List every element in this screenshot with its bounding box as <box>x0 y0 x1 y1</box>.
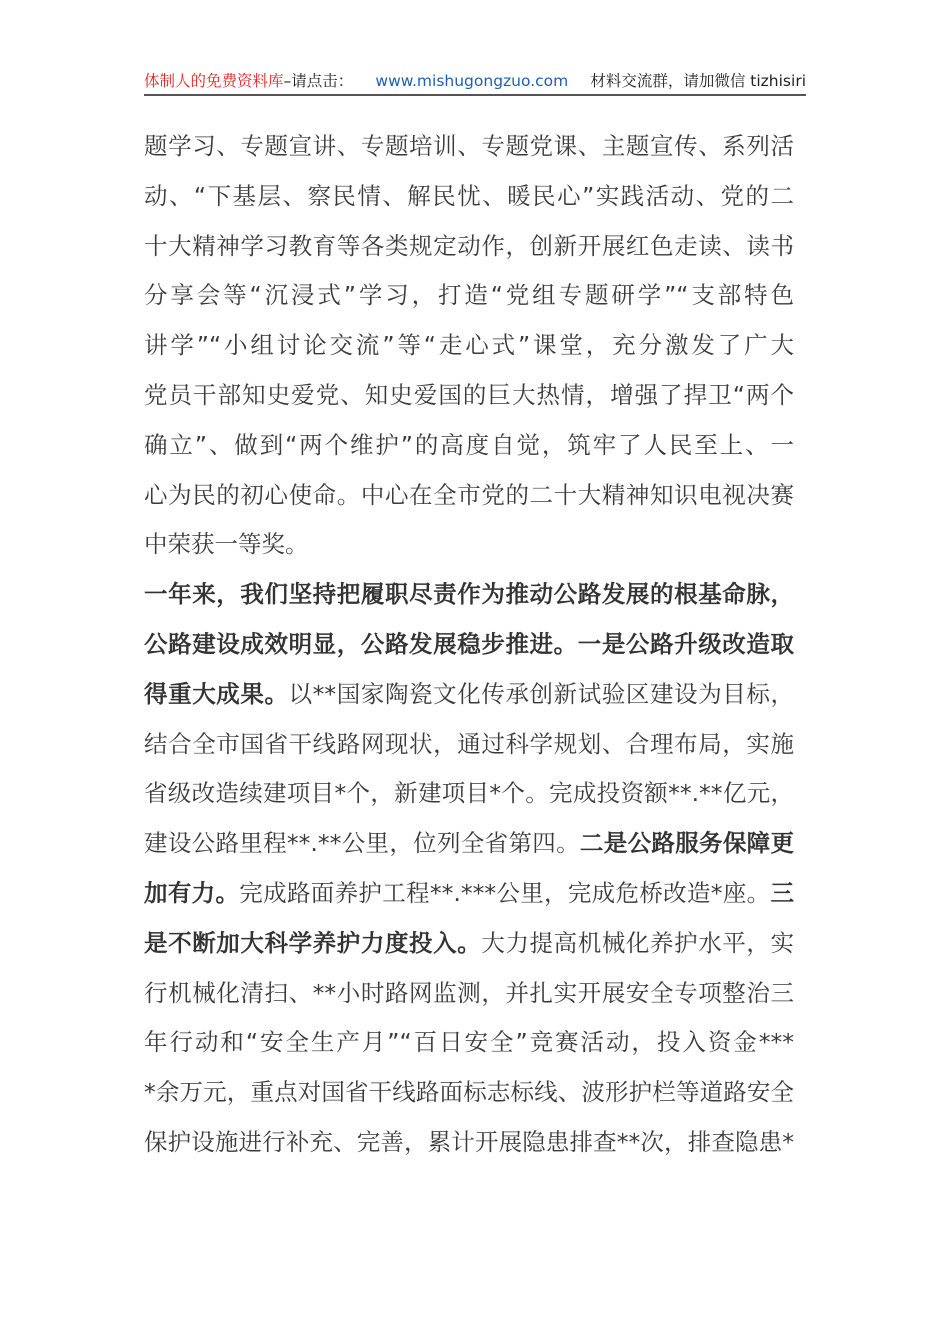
bold-text: 三 <box>770 878 794 907</box>
body-text-segment: 中荣获一等奖。 <box>144 530 309 559</box>
text-line <box>144 769 794 819</box>
body-text-segment: 题学习、专题宣讲、专题培训、专题党课、主题宣传、系列活 <box>144 132 794 160</box>
body-text-segment: 分享会等“沉浸式”学习，打造“党组专题研学”“支部特色 <box>144 281 794 310</box>
text-line <box>144 919 794 969</box>
bold-text: 一年来，我们坚持把履职尽责作为推动公路发展的根基命脉， <box>144 580 794 609</box>
body-text-segment: 以**国家陶瓷文化传承创新试验区建设为目标， <box>288 679 795 708</box>
body-text-segment: 保护设施进行补充、完善，累计开展隐患排查**次，排查隐患* <box>144 1127 794 1156</box>
body-text-segment: 党员干部知史爱党、知史爱国的巨大热情，增强了捍卫“两个 <box>144 380 794 409</box>
text-line <box>144 471 794 521</box>
body-text-segment: *余万元，重点对国省干线路面标志标线、波形护栏等道路安全 <box>144 1078 794 1107</box>
body-text-segment: 年行动和“安全生产月”“百日安全”竞赛活动，投入资金*** <box>144 1028 794 1057</box>
body-text-segment: 动、“下基层、察民情、解民忧、暖民心”实践活动、党的二 <box>144 181 794 210</box>
text-line <box>144 222 794 272</box>
body-text-segment: 十大精神学习教育等各类规定动作，创新开展红色走读、读书 <box>144 231 794 260</box>
bold-text: 加有力。 <box>144 878 240 907</box>
text-line <box>144 670 794 720</box>
text-line <box>144 869 794 919</box>
body-text-segment: 结合全市国省干线路网现状，通过科学规划、合理布局，实施 <box>144 729 794 758</box>
text-line <box>144 122 794 172</box>
text-line <box>144 1068 794 1118</box>
header-contact: 材料交流群，请加微信 tizhisiri <box>590 72 806 90</box>
bold-text: 是不断加大科学养护力度投入。 <box>144 928 482 957</box>
bold-text: 得重大成果。 <box>144 679 289 708</box>
text-line <box>144 1018 794 1068</box>
bold-text: 二是公路服务保障更 <box>579 829 794 858</box>
body-text-segment: 心为民的初心使命。中心在全市党的二十大精神知识电视决赛 <box>144 480 794 509</box>
body-text-segment: 大力提高机械化养护水平，实 <box>481 928 795 957</box>
text-line <box>144 371 794 421</box>
text-line <box>144 520 794 570</box>
text-line <box>144 570 794 620</box>
body-text-segment: 建设公路里程**.**公里，位列全省第四。 <box>144 829 580 858</box>
header-left <box>144 68 353 94</box>
text-line <box>144 620 794 670</box>
text-line <box>144 421 794 471</box>
text-line <box>144 271 794 321</box>
text-line <box>144 720 794 770</box>
page-header <box>144 68 806 96</box>
website-link[interactable]: www.mishugongzuo.com <box>375 72 569 90</box>
document-body <box>144 122 794 1168</box>
header-prompt: –请点击： <box>283 72 354 90</box>
text-line <box>144 321 794 371</box>
body-text-segment: 省级改造续建项目*个，新建项目*个。完成投资额**.**亿元， <box>144 779 794 808</box>
bold-text: 公路建设成效明显，公路发展稳步推进。一是公路升级改造取 <box>144 629 794 658</box>
body-text-segment: 完成路面养护工程**.***公里，完成危桥改造*座。 <box>239 878 771 907</box>
body-text-segment: 确立”、做到“两个维护”的高度自觉，筑牢了人民至上、一 <box>144 430 794 459</box>
text-line <box>144 172 794 222</box>
site-name: 体制人的免费资料库 <box>144 72 284 90</box>
body-text-segment: 行机械化清扫、**小时路网监测，并扎实开展安全专项整治三 <box>144 978 794 1007</box>
text-line <box>144 1118 794 1168</box>
text-line <box>144 969 794 1019</box>
body-text-segment: 讲学”“小组讨论交流”等“走心式”课堂，充分激发了广大 <box>144 331 794 360</box>
text-line <box>144 819 794 869</box>
